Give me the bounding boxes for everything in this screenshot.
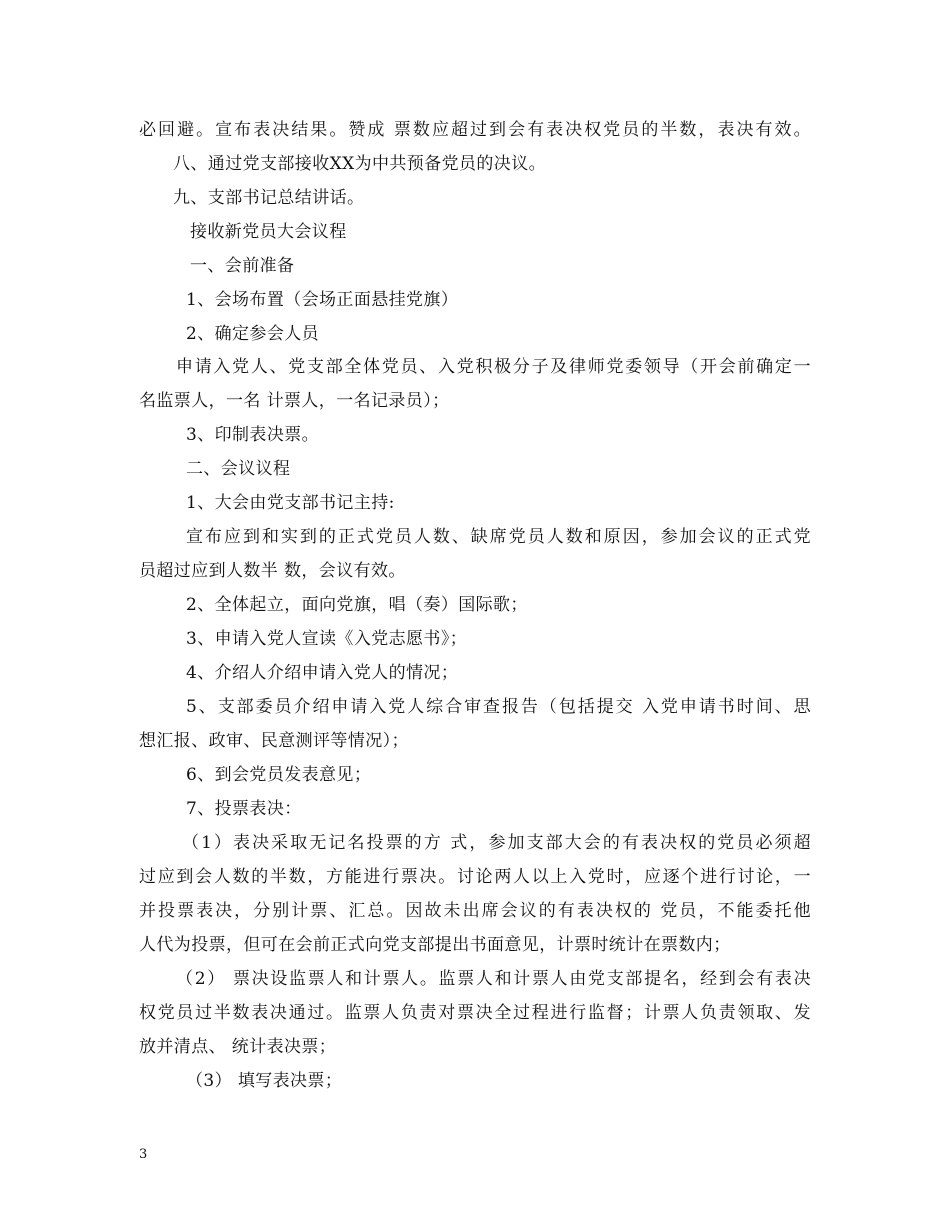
text-line: 5、支部委员介绍申请入党人综合审查报告（包括提交 入党申请书时间、思 (186, 697, 811, 717)
text-line: 九、支部书记总结讲话。 (173, 188, 365, 208)
text-line: 权党员过半数表决通过。监票人负责对票决全过程进行监督；计票人负责领取、发 (139, 1003, 811, 1023)
page-number: 3 (139, 1147, 148, 1162)
text-line: 2、全体起立，面向党旗，唱（奏）国际歌； (186, 595, 528, 615)
text-line: （3） 填写表决票； (186, 1071, 343, 1091)
text-line: 过应到会人数的半数，方能进行票决。讨论两人以上入党时，应逐个进行讨论，一 (139, 867, 811, 887)
text-line: 员超过应到人数半 数，会议有效。 (139, 561, 406, 581)
text-line: 必回避。宣布表决结果。赞成 票数应超过到会有表决权党员的半数，表决有效。 (139, 120, 811, 140)
text-line: 放并清点、 统计表决票； (139, 1037, 337, 1057)
text-line: 1、大会由党支部书记主持: (186, 493, 395, 513)
text-line: 2、确定参会人员 (186, 324, 320, 344)
text-line: 宣布应到和实到的正式党员人数、缺席党员人数和原因，参加会议的正式党 (186, 527, 811, 547)
text-line: 二、会议议程 (186, 459, 291, 479)
text-line: 3、申请入党人宣读《入党志愿书》； (186, 629, 468, 649)
text-line: 4、介绍人介绍申请入党人的情况； (186, 663, 459, 683)
text-line: 八、通过党支部接收XX为中共预备党员的决议。 (173, 154, 547, 174)
text-line: 并投票表决，分别计票、汇总。因故未出席会议的有表决权的 党员，不能委托他 (139, 901, 811, 921)
text-line: 3、印制表决票。 (186, 425, 320, 445)
text-line: 名监票人，一名 计票人，一名记录员）； (139, 391, 450, 411)
text-line: 人代为投票，但可在会前正式向党支部提出书面意见，计票时统计在票数内； (139, 935, 731, 955)
text-line: 申请入党人、党支部全体党员、入党积极分子及律师党委领导（开会前确定一 (176, 357, 811, 377)
text-line: 一、会前准备 (190, 256, 295, 276)
text-line: （1）表决采取无记名投票的方 式，参加支部大会的有表决权的党员必须超 (182, 833, 811, 853)
text-line: 想汇报、政审、民意测评等情况）； (139, 731, 409, 751)
text-line: 1、会场布置（会场正面悬挂党旗） (186, 290, 459, 310)
text-line: 6、到会党员发表意见； (186, 765, 372, 785)
section-heading: 接收新党员大会议程 (190, 222, 347, 242)
text-line: （2） 票决设监票人和计票人。监票人和计票人由党支部提名，经到会有表决 (176, 969, 811, 989)
text-line: 7、投票表决： (186, 799, 302, 819)
